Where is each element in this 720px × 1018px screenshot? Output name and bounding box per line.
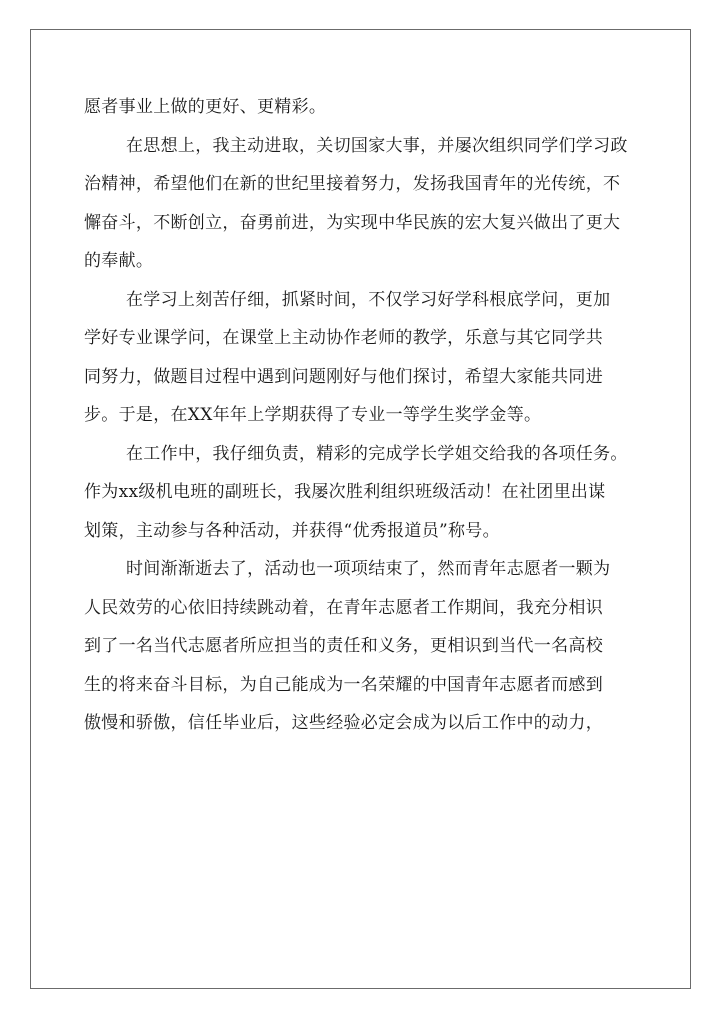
text-line: 时间渐渐逝去了，活动也一项项结束了，然而青年志愿者一颗为 — [126, 559, 611, 579]
text-line: 到了一名当代志愿者所应担当的责任和义务，更相识到当代一名高校 — [84, 636, 603, 656]
text-line: 生的将来奋斗目标，为自己能成为一名荣耀的中国青年志愿者而感到 — [84, 674, 603, 695]
text-line: 治精神，希望他们在新的世纪里接着努力，发扬我国青年的光传统，不 — [84, 174, 621, 194]
text-line: 同努力，做题目过程中遇到问题刚好与他们探讨，希望大家能共同进 — [84, 366, 603, 387]
text-line: 在工作中，我仔细负责，精彩的完成学长学姐交给我的各项任务。 — [126, 443, 628, 464]
text-line: 学好专业课学问，在课堂上主动协作老师的教学，乐意与其它同学共 — [84, 328, 603, 348]
text-line: 作为xx级机电班的副班长，我屡次胜利组织班级活动！在社团里出谋 — [84, 482, 606, 502]
text-line: 的奉献。 — [84, 251, 154, 271]
text-line: 懈奋斗，不断创立，奋勇前进，为实现中华民族的宏大复兴做出了更大 — [84, 212, 621, 233]
text-line: 人民效劳的心依旧持续跳动着，在青年志愿者工作期间，我充分相识 — [84, 597, 603, 618]
text-line: 愿者事业上做的更好、更精彩。 — [84, 97, 327, 117]
text-line: 在学习上刻苦仔细，抓紧时间，不仅学习好学科根底学问，更加 — [126, 289, 611, 310]
document-body — [84, 88, 636, 743]
text-line: 傲慢和骄傲，信任毕业后，这些经验必定会成为以后工作中的动力， — [84, 713, 603, 733]
text-line: 在思想上，我主动进取，关切国家大事，并屡次组织同学们学习政 — [126, 135, 628, 156]
text-line: 步。于是，在XX年年上学期获得了专业一等学生奖学金等。 — [84, 405, 542, 425]
text-line: 划策，主动参与各种活动，并获得“优秀报道员”称号。 — [84, 520, 500, 541]
